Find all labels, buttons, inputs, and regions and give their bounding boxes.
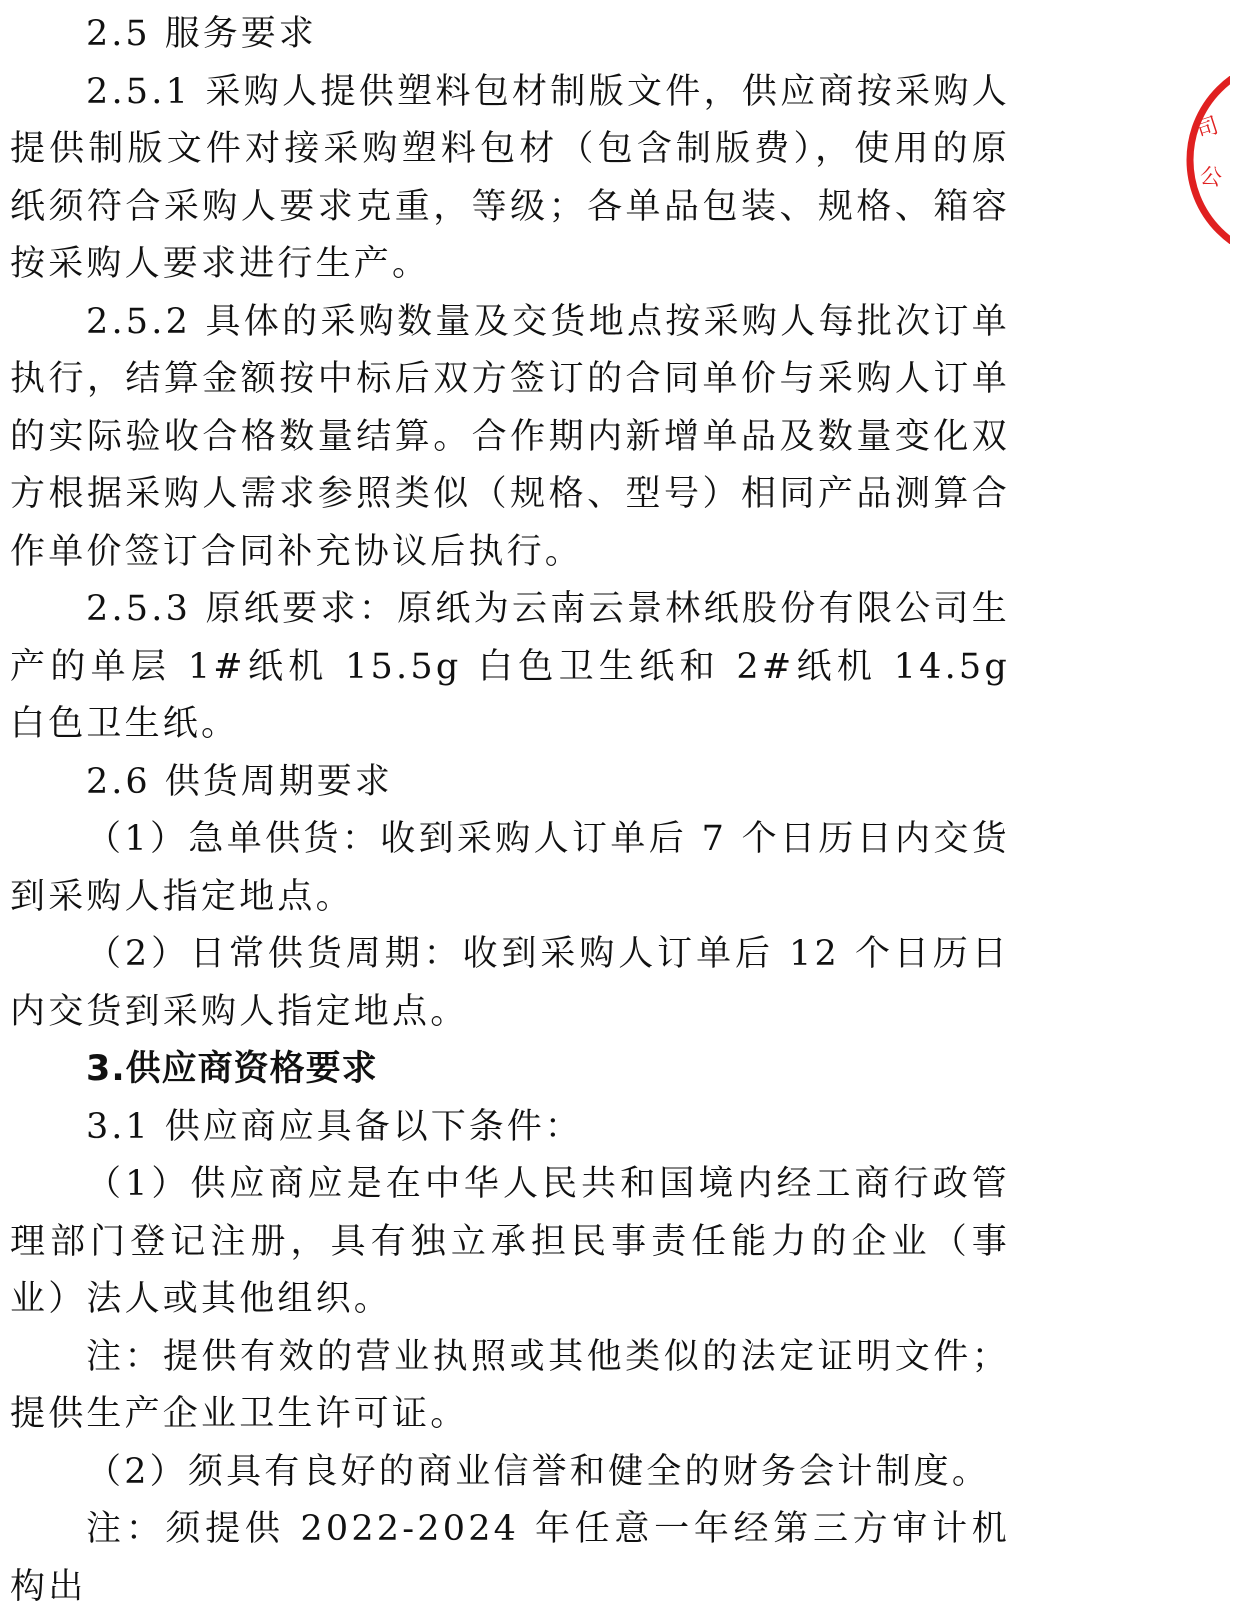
section-heading-2-5: 2.5 服务要求 xyxy=(86,14,317,54)
section-heading-3-1: 3.1 供应商应具备以下条件： xyxy=(86,1106,583,1147)
paragraph-urgent-supply: （1）急单供货：收到采购人订单后 7 个日历日内交货到采购人指定地点。 xyxy=(10,819,1010,917)
seal-char-1: 司 xyxy=(1192,113,1222,144)
paragraph-qualification-1: （1）供应商应是在中华人民共和国境内经工商行政管理部门登记注册，具有独立承担民事责任能力的企业（事业）法人或其他组织。 xyxy=(10,1164,1010,1319)
seal-ring xyxy=(1190,76,1230,244)
document-page xyxy=(10,6,1010,1616)
paragraph-2-5-3: 2.5.3 原纸要求：原纸为云南云景林纸股份有限公司生产的单层 1#纸机 15.5g 白色卫生纸和 2#纸机 14.5g 白色卫生纸。 xyxy=(10,589,1010,744)
section-heading-3: 3.供应商资格要求 xyxy=(86,1049,378,1089)
paragraph-note-1: 注：提供有效的营业执照或其他类似的法定证明文件；提供生产企业卫生许可证。 xyxy=(10,1336,1010,1434)
company-seal-stamp xyxy=(1186,76,1230,244)
section-heading-2-6: 2.6 供货周期要求 xyxy=(86,761,393,802)
paragraph-note-2: 注：须提供 2022-2024 年任意一年经第三方审计机构出 xyxy=(10,1509,1010,1607)
paragraph-2-5-2: 2.5.2 具体的采购数量及交货地点按采购人每批次订单执行，结算金额按中标后双方签订的合同单价与采购人订单的实际验收合格数量结算。合作期内新增单品及数量变化双方根据采购人需求参照类似（规格、型号）相同产品测算合作单价签订合同补充协议后执行。 xyxy=(10,301,1010,572)
seal-char-2: 公 xyxy=(1198,163,1224,192)
paragraph-regular-supply: （2）日常供货周期：收到采购人订单后 12 个日历日内交货到采购人指定地点。 xyxy=(10,934,1010,1032)
seal-graphic xyxy=(1186,76,1230,244)
paragraph-2-5-1: 2.5.1 采购人提供塑料包材制版文件，供应商按采购人提供制版文件对接采购塑料包材（包含制版费），使用的原纸须符合采购人要求克重，等级；各单品包装、规格、箱容按采购人要求进行生产。 xyxy=(10,71,1010,284)
paragraph-qualification-2: （2）须具有良好的商业信誉和健全的财务会计制度。 xyxy=(86,1451,991,1492)
